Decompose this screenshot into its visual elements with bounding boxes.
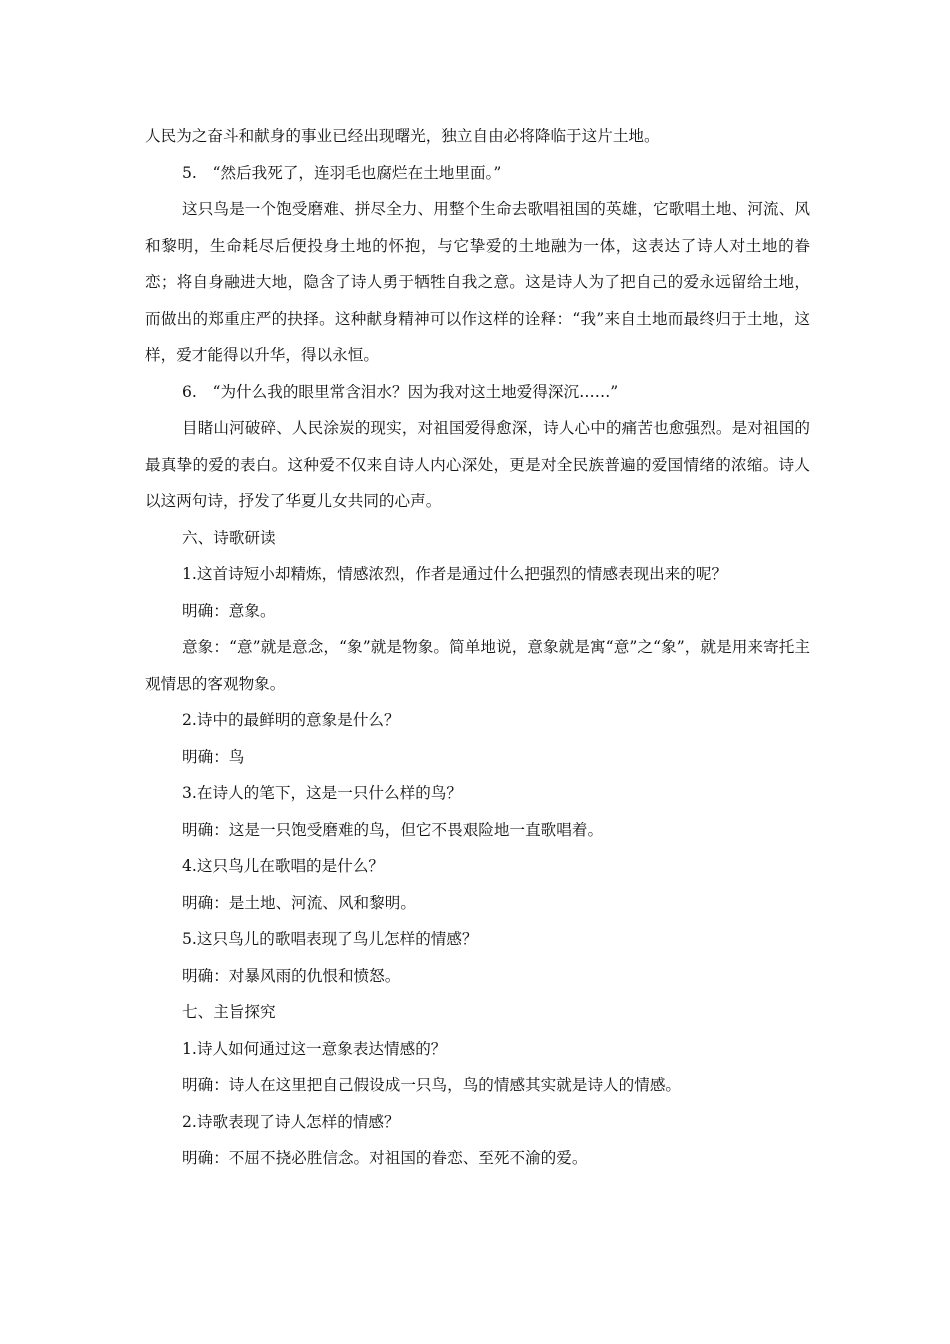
paragraph-continuation: 人民为之奋斗和献身的事业已经出现曙光，独立自由必将降临于这片土地。: [145, 127, 660, 145]
answer-5: 明确：对暴风雨的仇恨和愤怒。: [182, 966, 401, 985]
quote-line-6: 6. “为什么我的眼里常含泪水？因为我对这土地爱得深沉……”: [182, 382, 619, 401]
question-2: 2.诗中的最鲜明的意象是什么？: [182, 711, 400, 729]
answer-3: 明确：这是一只饱受磨难的鸟，但它不畏艰险地一直歌唱着。: [182, 820, 604, 839]
theme-answer-1: 明确：诗人在这里把自己假设成一只鸟，鸟的情感其实就是诗人的情感。: [182, 1076, 682, 1094]
section-heading-poem-study: 六、诗歌研读: [182, 528, 276, 547]
paragraph-bird-hero: 这只鸟是一个饱受磨难、拼尽全力、用整个生命去歌唱祖国的英雄，它歌唱土地、河流、风和黎明，生命耗尽后便投身土地的怀抱，与它挚爱的土地融为一体，这表达了诗人对土地的眷恋；将自身融进大地，隐含了诗人勇于牺牲自我之意。这是诗人为了把自己的爱永远留给土地，而做出的郑重庄严的抉择。这种献身精神可以作这样的诠释：“我”来自土地而最终归于土地，这样，爱才能得以升华，得以永恒。: [145, 200, 810, 364]
document-body: [145, 118, 810, 1177]
answer-2: 明确：鸟: [182, 747, 245, 766]
answer-1: 明确：意象。: [182, 601, 276, 620]
theme-answer-2: 明确：不屈不挠必胜信念。对祖国的眷恋、至死不渝的爱。: [182, 1149, 588, 1167]
question-1: 1.这首诗短小却精炼，情感浓烈，作者是通过什么把强烈的情感表现出来的呢？: [182, 565, 728, 583]
question-5: 5.这只鸟儿的歌唱表现了鸟儿怎样的情感？: [182, 930, 478, 948]
paragraph-imagery-definition: 意象：“意”就是意念，“象”就是物象。简单地说，意象就是寓“意”之“象”，就是用来寄托主观情思的客观物象。: [145, 638, 810, 693]
answer-4: 明确：是土地、河流、风和黎明。: [182, 893, 416, 912]
theme-question-2: 2.诗歌表现了诗人怎样的情感？: [182, 1112, 400, 1131]
question-4: 4.这只鸟儿在歌唱的是什么？: [182, 857, 385, 875]
section-heading-theme: 七、主旨探究: [182, 1003, 276, 1021]
paragraph-patriotism: 目睹山河破碎、人民涂炭的现实，对祖国爱得愈深，诗人心中的痛苦也愈强烈。是对祖国的最真挚的爱的表白。这种爱不仅来自诗人内心深处，更是对全民族普遍的爱国情绪的浓缩。诗人以这两句诗，抒发了华夏儿女共同的心声。: [145, 419, 810, 510]
theme-question-1: 1.诗人如何通过这一意象表达情感的？: [182, 1039, 447, 1058]
question-3: 3.在诗人的笔下，这是一只什么样的鸟？: [182, 784, 462, 802]
quote-line-5: 5. “然后我死了，连羽毛也腐烂在土地里面。”: [182, 163, 502, 182]
